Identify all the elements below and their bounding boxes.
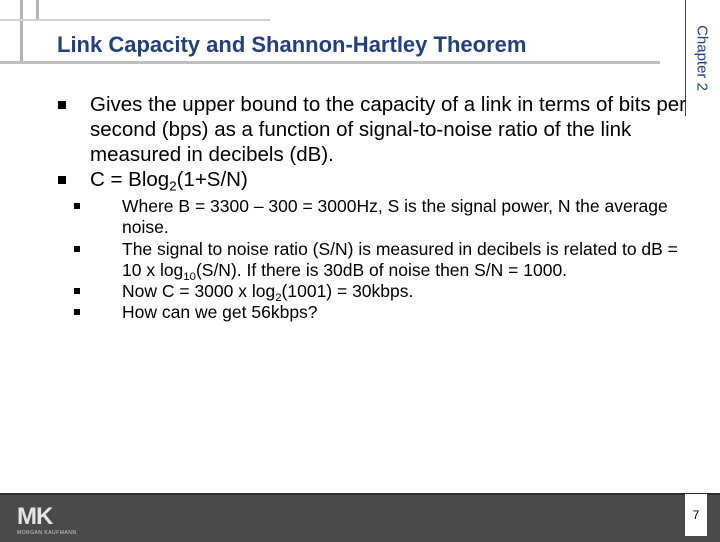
bullet-capacity-bound	[50, 92, 700, 167]
sub-bullet-pre: Now C = 3000 x log	[122, 281, 276, 302]
formula-pre: C = Blog	[90, 168, 170, 191]
sub-bullet-question	[122, 302, 694, 323]
decor-bar-horizontal-1	[0, 19, 270, 21]
sub-bullet-result	[122, 281, 694, 305]
decor-bar-vertical-1	[20, 0, 23, 62]
bullet-marker	[58, 101, 66, 109]
sub-bullet-marker	[74, 288, 80, 294]
sub-bullet-marker	[74, 246, 80, 252]
bullet-marker	[58, 176, 66, 184]
sub-bullet-post: (1001) = 30kbps.	[281, 281, 414, 302]
sub-bullet-pre: The signal to noise ratio (S/N) is measured in decibels is related to dB = 10 x log	[122, 238, 678, 280]
slide-content	[50, 92, 700, 324]
title-underline	[0, 61, 660, 64]
publisher-logo	[17, 505, 76, 536]
sub-bullet-marker	[74, 203, 80, 209]
sub-bullet-bandwidth	[122, 196, 694, 239]
sub-bullet-marker	[74, 309, 80, 315]
sub-bullet-text: How can we get 56kbps?	[122, 302, 318, 323]
sub-bullet-sub: 2	[275, 292, 282, 305]
sub-bullet-text: Where B = 3300 – 300 = 3000Hz, S is the signal power, N the average noise.	[122, 196, 668, 238]
footer-bar	[0, 493, 720, 542]
slide-title: Link Capacity and Shannon-Hartley Theorem	[57, 32, 527, 57]
formula-sub: 2	[169, 178, 177, 194]
page-number: 7	[685, 494, 707, 536]
logo-mark: MK	[17, 503, 53, 530]
sub-bullet-post: (S/N). If there is 30dB of noise then S/N = 1000.	[195, 259, 568, 280]
sub-bullet-list	[122, 196, 700, 324]
sub-bullet-sub: 10	[183, 270, 196, 283]
decor-bar-vertical-2	[36, 0, 39, 20]
bullet-text: Gives the upper bound to the capacity of a link in terms of bits per second (bps) as a function of signal-to-noise ratio of the link measured in decibels (dB).	[90, 93, 686, 166]
bullet-capacity-formula	[50, 167, 700, 192]
sub-bullet-snr	[122, 239, 694, 282]
chapter-label: Chapter 2	[693, 25, 711, 91]
logo-text: MORGAN KAUFMANN	[17, 530, 77, 536]
formula-post: (1+S/N)	[176, 168, 248, 191]
